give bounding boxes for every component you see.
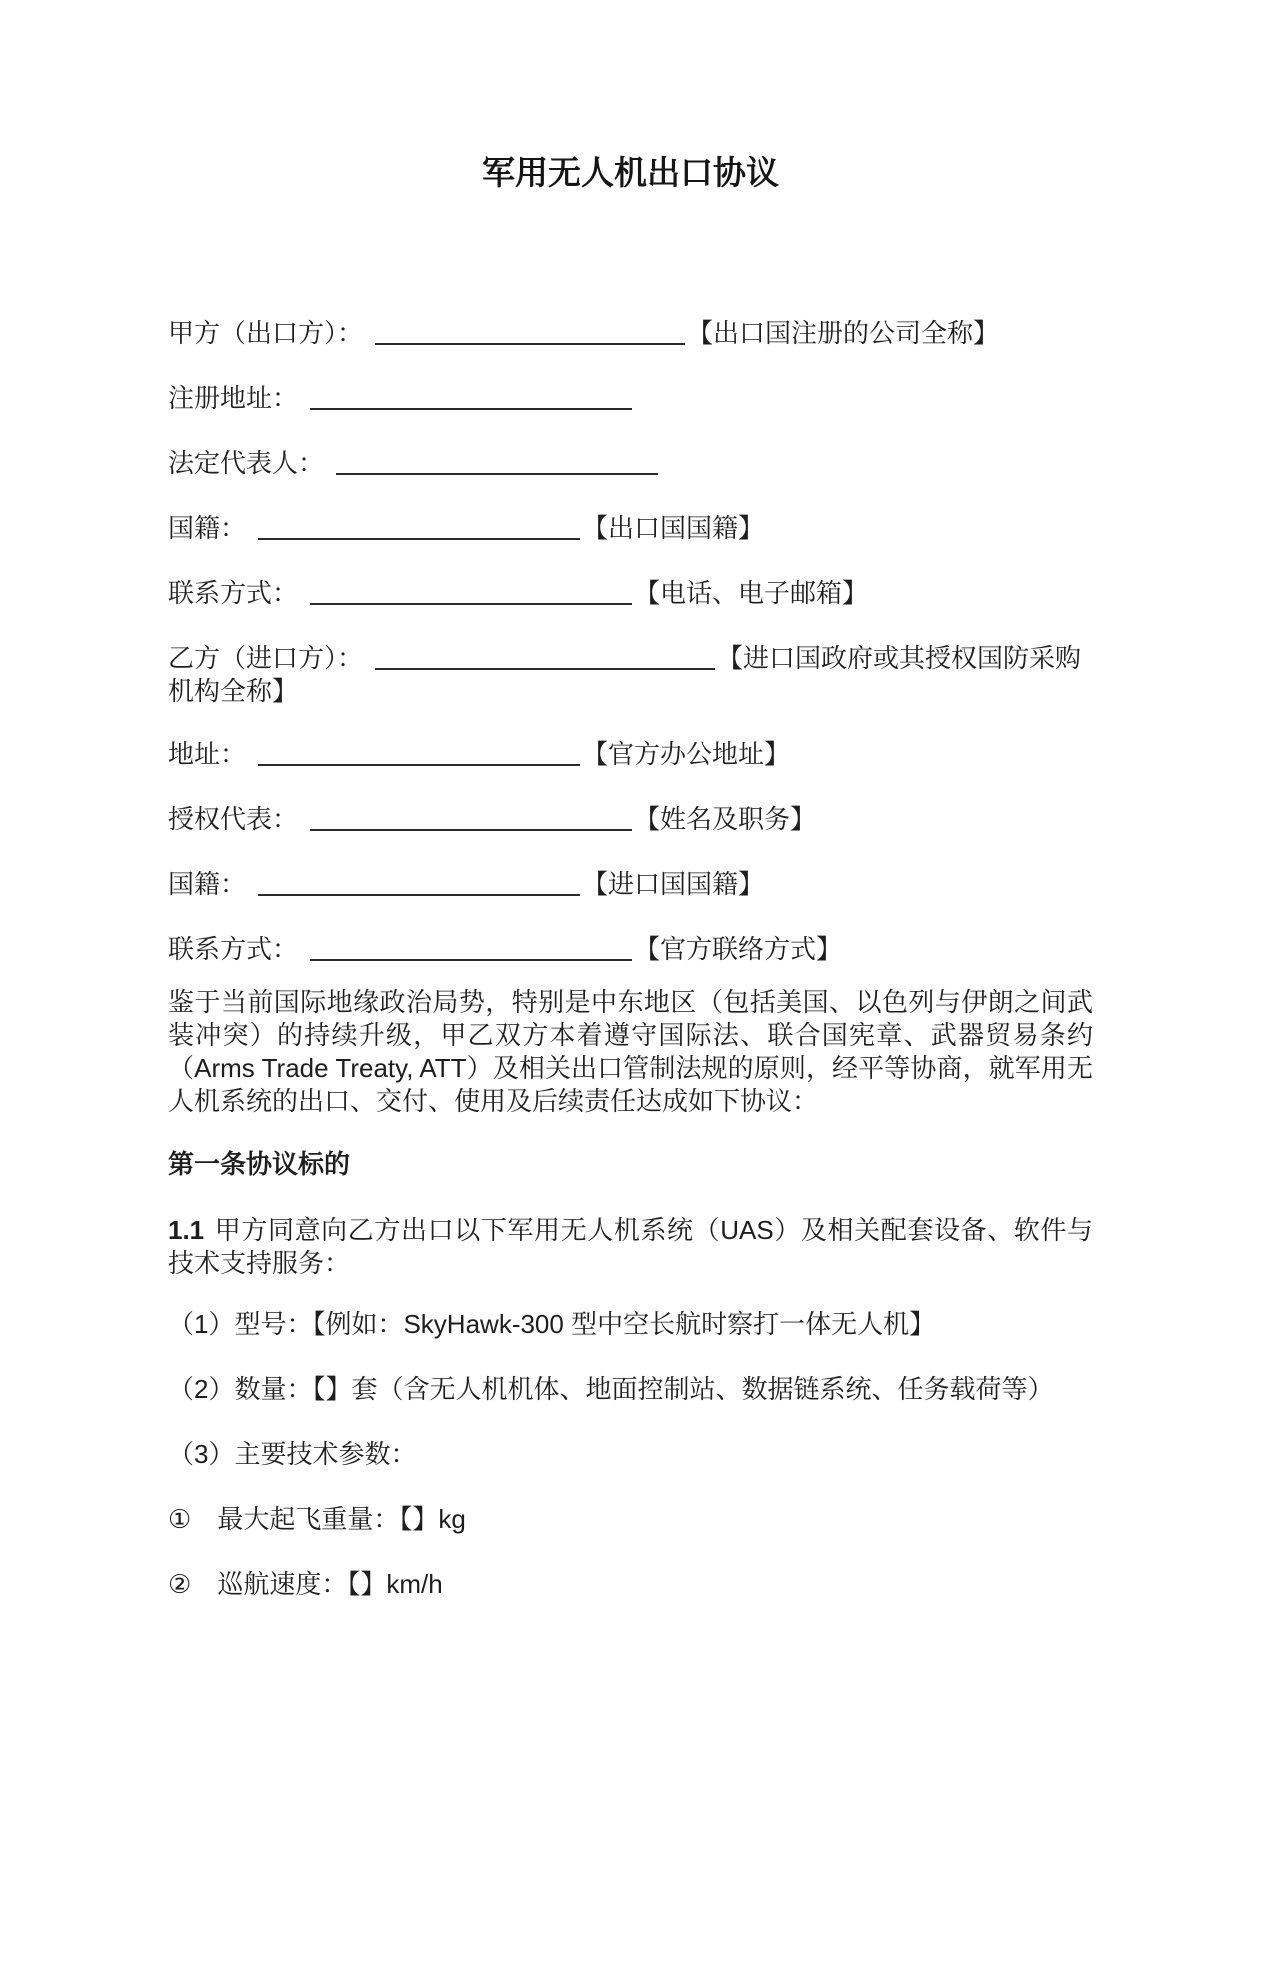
document-content xyxy=(168,317,1093,1601)
field-label: 注册地址： xyxy=(168,383,299,413)
parameter-item-mtow xyxy=(168,1503,1093,1536)
field-row-party-b xyxy=(168,642,1093,708)
parameter-item-cruise-speed xyxy=(168,1568,1093,1601)
field-annotation: 【出口国注册的公司全称】 xyxy=(687,318,1000,348)
blank-underline xyxy=(258,872,580,896)
blank-underline xyxy=(310,386,632,410)
field-row-contact-b xyxy=(168,933,1093,966)
field-row-legal-representative xyxy=(168,447,1093,480)
field-annotation: 【官方联络方式】 xyxy=(634,934,843,964)
field-row-nationality-a xyxy=(168,512,1093,545)
field-row-authorized-representative xyxy=(168,803,1093,836)
field-label: 乙方（进口方）： xyxy=(168,643,364,673)
field-label: 地址： xyxy=(168,739,247,769)
blank-underline xyxy=(258,516,580,540)
field-row-party-a xyxy=(168,317,1093,350)
parameter-text: 巡航速度：【】km/h xyxy=(217,1569,443,1599)
field-row-address-b xyxy=(168,738,1093,771)
field-label: 联系方式： xyxy=(168,578,299,608)
field-annotation: 【姓名及职务】 xyxy=(634,804,817,834)
field-label: 联系方式： xyxy=(168,934,299,964)
blank-underline xyxy=(375,646,715,670)
parameter-marker: ① xyxy=(168,1504,192,1534)
field-annotation: 【进口国国籍】 xyxy=(582,869,765,899)
clause-text: 甲方同意向乙方出口以下军用无人机系统（UAS）及相关配套设备、软件与技术支持服务： xyxy=(168,1215,1093,1278)
field-row-nationality-b xyxy=(168,868,1093,901)
contract-item-specs: （3）主要技术参数： xyxy=(168,1439,417,1469)
field-label: 甲方（出口方）： xyxy=(168,318,364,348)
field-annotation-wrap: 机构全称】 xyxy=(168,676,299,706)
field-row-contact-a xyxy=(168,577,1093,610)
blank-underline xyxy=(375,321,685,345)
field-row-registered-address xyxy=(168,382,1093,415)
contract-item-model: （1）型号：【例如：SkyHawk-300 型中空长航时察打一体无人机】 xyxy=(168,1309,936,1339)
field-annotation: 【进口国政府或其授权国防采购 xyxy=(717,643,1082,673)
field-annotation: 【电话、电子邮箱】 xyxy=(634,578,869,608)
blank-underline xyxy=(310,937,632,961)
blank-underline xyxy=(258,742,580,766)
document-title: 军用无人机出口协议 xyxy=(482,156,779,192)
clause-1-1 xyxy=(168,1214,1093,1280)
field-label: 法定代表人： xyxy=(168,448,325,478)
clause-number: 1.1 xyxy=(168,1215,205,1245)
contract-item-quantity: （2）数量：【】套（含无人机机体、地面控制站、数据链系统、任务载荷等） xyxy=(168,1374,1054,1404)
blank-underline xyxy=(310,807,632,831)
blank-underline xyxy=(336,451,658,475)
parameter-text: 最大起飞重量：【】kg xyxy=(217,1504,466,1534)
field-label: 国籍： xyxy=(168,513,247,543)
section-heading: 第一条协议标的 xyxy=(168,1149,351,1179)
field-label: 国籍： xyxy=(168,869,247,899)
blank-underline xyxy=(310,581,632,605)
field-annotation: 【出口国国籍】 xyxy=(582,513,765,543)
preamble-paragraph: 鉴于当前国际地缘政治局势，特别是中东地区（包括美国、以色列与伊朗之间武装冲突）的持续升级，甲乙双方本着遵守国际法、联合国宪章、武器贸易条约（Arms Trade Treaty, ATT）及相关出口管制法规的原则，经平等协商，就军用无人机系统的出口、交付、使用及后续责任达成如下协议： xyxy=(168,987,1093,1116)
field-annotation: 【官方办公地址】 xyxy=(582,739,791,769)
parameter-marker: ② xyxy=(168,1569,192,1599)
document-page xyxy=(0,152,1280,1963)
field-label: 授权代表： xyxy=(168,804,299,834)
